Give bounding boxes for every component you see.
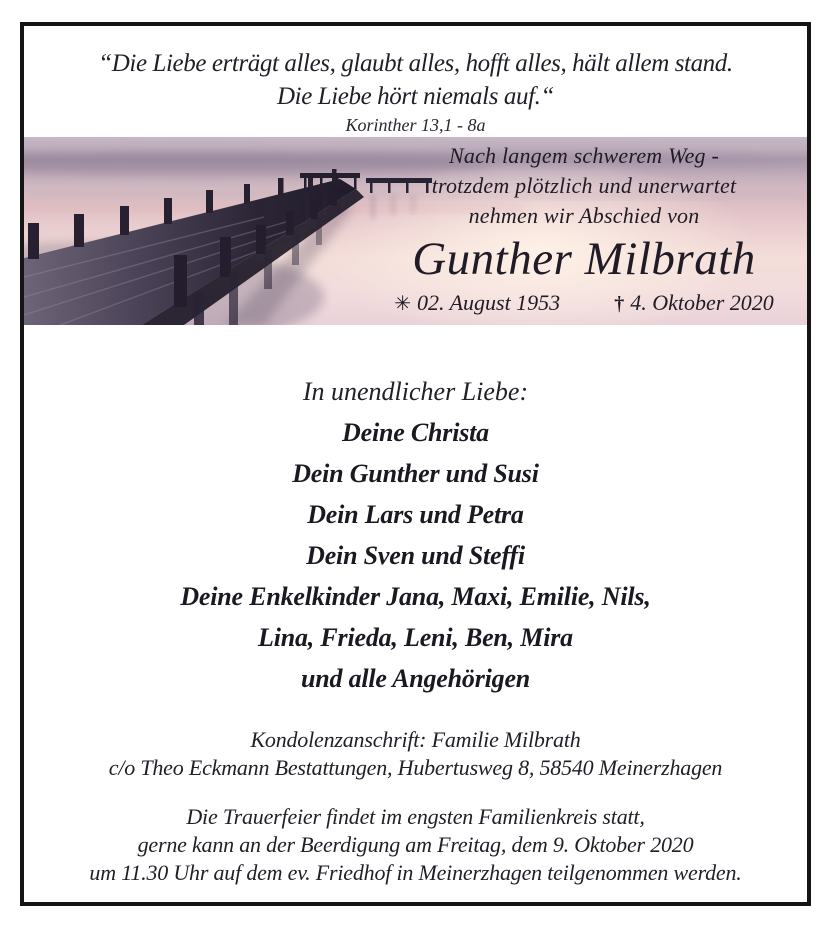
- death-date-text: 4. Oktober 2020: [630, 290, 774, 315]
- quote-line-2: Die Liebe hört niemals auf.“: [277, 83, 554, 110]
- quote-line-1: “Die Liebe erträgt alles, glaubt alles, hofft alles, hält allem stand.: [98, 50, 733, 77]
- announcement-line-2: trotzdem plötzlich und unerwartet: [431, 173, 737, 198]
- mourner-line: Deine Enkelkinder Jana, Maxi, Emilie, Nils,: [180, 582, 651, 611]
- quote-source: Korinther 13,1 - 8a: [345, 115, 486, 135]
- condolence-line-2: c/o Theo Eckmann Bestattungen, Hubertusweg 8, 58540 Meinerzhagen: [108, 755, 723, 780]
- jetty-photo: [24, 137, 807, 325]
- mourner-line: Lina, Frieda, Leni, Ben, Mira: [258, 623, 573, 652]
- mourner-line: Dein Gunther und Susi: [292, 459, 539, 488]
- funeral-line-1: Die Trauerfeier findet im engsten Familienkreis statt,: [186, 804, 645, 829]
- birth-date-text: 02. August 1953: [416, 290, 561, 315]
- condolence-section: [24, 726, 807, 782]
- mourner-line: Dein Lars und Petra: [307, 500, 524, 529]
- funeral-line-2: gerne kann an der Beerdigung am Freitag, dem 9. Oktober 2020: [137, 832, 694, 857]
- photo-text-overlay: [369, 141, 799, 319]
- mourner-line: Deine Christa: [342, 418, 489, 447]
- birth-date: [394, 288, 560, 319]
- announcement-line-3: nehmen wir Abschied von: [468, 203, 700, 228]
- death-cross-icon: †: [614, 293, 625, 315]
- scripture-quote: [24, 26, 807, 137]
- mourner-line: und alle Angehörigen: [300, 664, 531, 693]
- death-date: [614, 288, 774, 319]
- mourner-line: Dein Sven und Steffi: [306, 541, 525, 570]
- mourners-section: [24, 371, 807, 699]
- mourners-intro: In unendlicher Liebe:: [302, 377, 529, 406]
- life-dates: [369, 288, 799, 319]
- condolence-line-1: Kondolenzanschrift: Familie Milbrath: [250, 727, 581, 752]
- obituary-frame: [20, 22, 811, 906]
- funeral-line-3: um 11.30 Uhr auf dem ev. Friedhof in Meinerzhagen teilgenommen werden.: [89, 860, 742, 885]
- deceased-name: Gunther Milbrath: [412, 233, 756, 285]
- birth-star-icon: ✳: [394, 293, 411, 315]
- funeral-info-section: [24, 803, 807, 887]
- announcement-line-1: Nach langem schwerem Weg -: [449, 143, 719, 168]
